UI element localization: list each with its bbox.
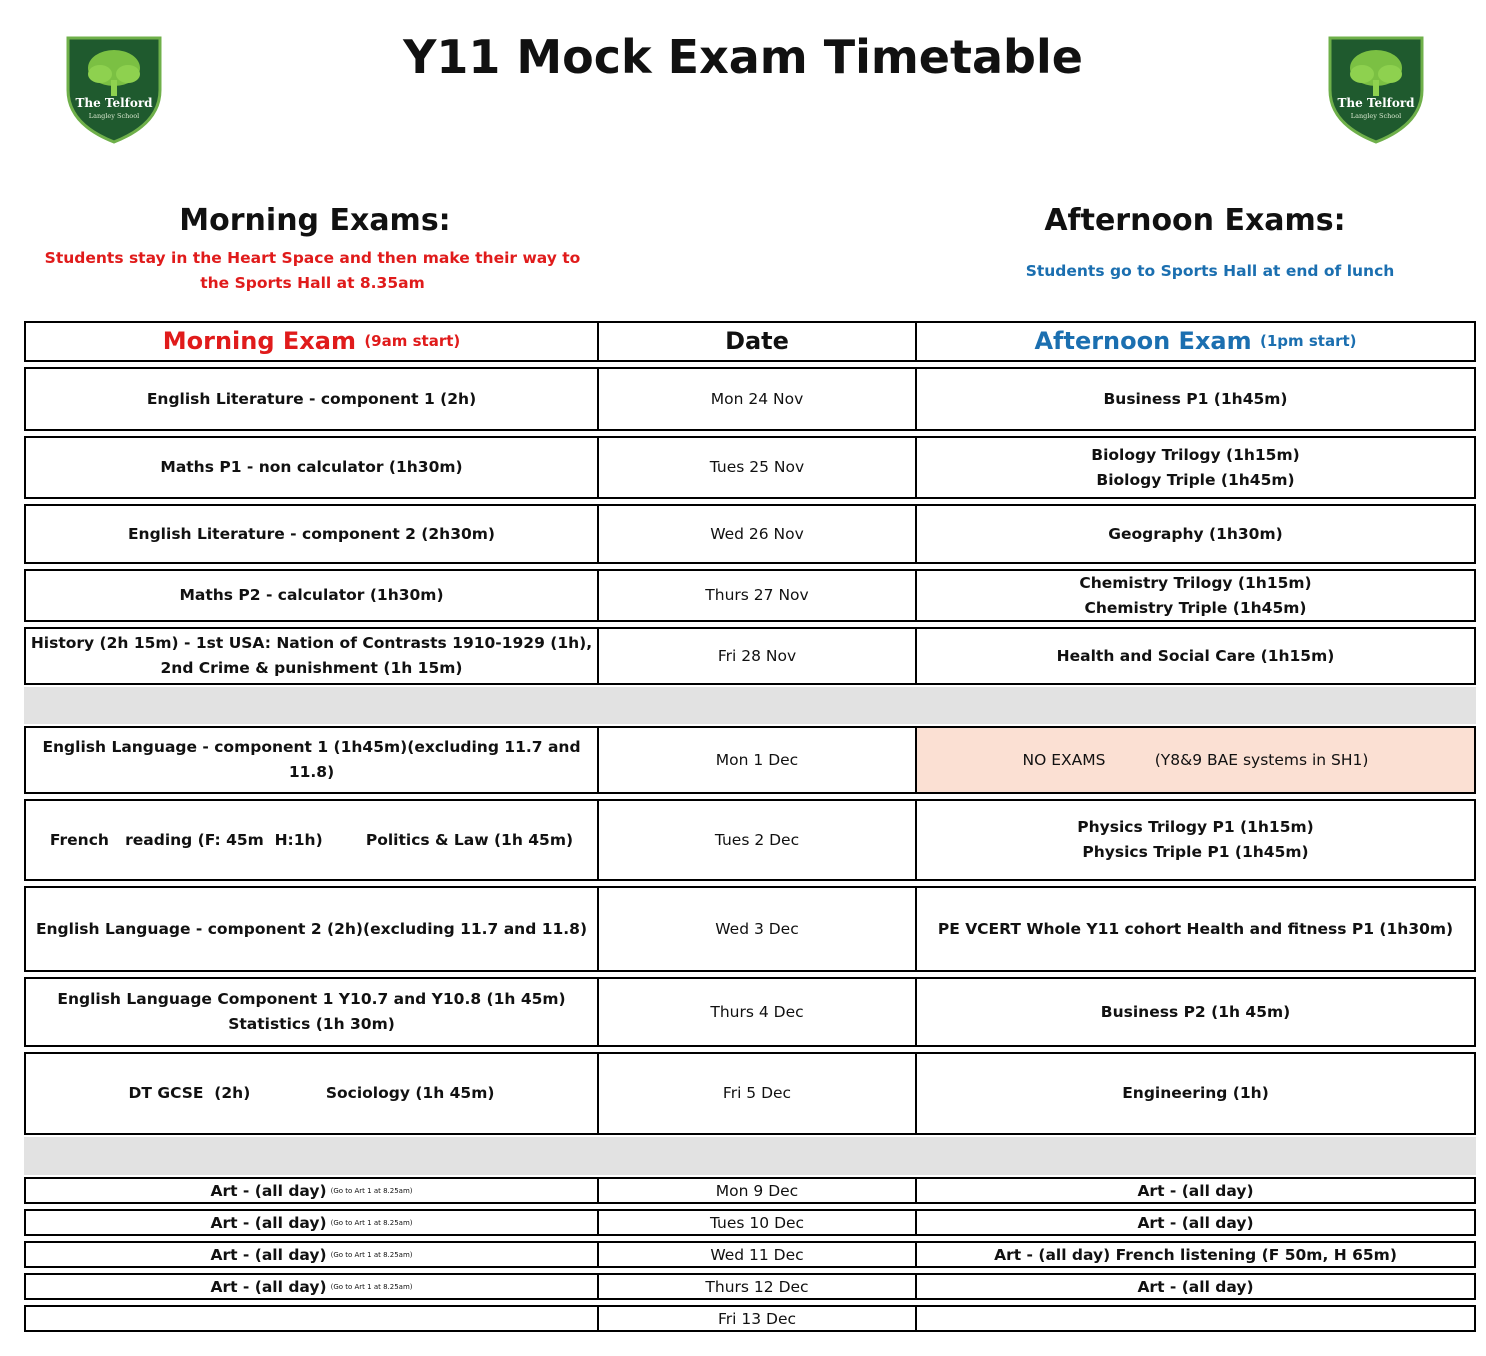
morning-exam-cell: French reading (F: 45m H:1h) Politics & Law (1h 45m): [24, 799, 599, 881]
table-row: [24, 1209, 1476, 1236]
table-row: [24, 569, 1476, 622]
morning-exam-cell: Art - (all day) (Go to Art 1 at 8.25am): [24, 1273, 599, 1300]
afternoon-exam-cell: Chemistry Trilogy (1h15m) Chemistry Triple (1h45m): [917, 569, 1476, 622]
svg-text:Langley School: Langley School: [88, 112, 140, 120]
morning-exam-cell: English Language Component 1 Y10.7 and Y10.8 (1h 45m) Statistics (1h 30m): [24, 977, 599, 1047]
date-cell: Fri 5 Dec: [599, 1052, 917, 1135]
morning-exam-header: Morning Exam (9am start): [24, 321, 599, 362]
table-row: [24, 726, 1476, 794]
morning-exam-cell: English Literature - component 2 (2h30m): [24, 504, 599, 564]
table-row: [24, 1241, 1476, 1268]
week-separator: [24, 687, 1476, 724]
svg-text:Langley School: Langley School: [1350, 112, 1402, 120]
table-row: [24, 799, 1476, 881]
morning-exams-note: Students stay in the Heart Space and then make their way to the Sports Hall at 8.35am: [44, 249, 581, 292]
table-row: [24, 977, 1476, 1047]
date-cell: Thurs 4 Dec: [599, 977, 917, 1047]
afternoon-exam-cell: Art - (all day): [917, 1273, 1476, 1300]
table-row: [24, 504, 1476, 564]
afternoon-exam-cell: Business P1 (1h45m): [917, 367, 1476, 431]
afternoon-exam-cell: Health and Social Care (1h15m): [917, 627, 1476, 685]
morning-exam-cell: [24, 1305, 599, 1332]
morning-exam-cell: Art - (all day) (Go to Art 1 at 8.25am): [24, 1241, 599, 1268]
afternoon-exam-cell: Geography (1h30m): [917, 504, 1476, 564]
afternoon-exam-cell: Business P2 (1h 45m): [917, 977, 1476, 1047]
morning-exams-heading: Morning Exams:: [179, 203, 451, 238]
table-row: [24, 1273, 1476, 1300]
date-cell: Mon 9 Dec: [599, 1177, 917, 1204]
table-header-row: [24, 321, 1476, 362]
school-crest-icon: [1326, 28, 1426, 146]
date-cell: Tues 2 Dec: [599, 799, 917, 881]
morning-exam-cell: Maths P2 - calculator (1h30m): [24, 569, 599, 622]
morning-exam-cell: History (2h 15m) - 1st USA: Nation of Contrasts 1910-1929 (1h), 2nd Crime & punishment (1h 15m): [24, 627, 599, 685]
morning-exam-cell: Maths P1 - non calculator (1h30m): [24, 436, 599, 499]
afternoon-exams-note: Students go to Sports Hall at end of lunch: [1025, 262, 1395, 280]
afternoon-exam-cell: Engineering (1h): [917, 1052, 1476, 1135]
table-row: [24, 436, 1476, 499]
date-cell: Mon 24 Nov: [599, 367, 917, 431]
afternoon-exams-heading: Afternoon Exams:: [1044, 203, 1346, 238]
date-cell: Mon 1 Dec: [599, 726, 917, 794]
svg-text:The Telford: The Telford: [1337, 96, 1415, 110]
date-cell: Wed 3 Dec: [599, 886, 917, 972]
date-cell: Fri 28 Nov: [599, 627, 917, 685]
date-cell: Thurs 27 Nov: [599, 569, 917, 622]
date-cell: Wed 26 Nov: [599, 504, 917, 564]
week-separator: [24, 1137, 1476, 1175]
table-row: [24, 627, 1476, 685]
afternoon-exam-cell: Art - (all day) French listening (F 50m, H 65m): [917, 1241, 1476, 1268]
table-row: [24, 1177, 1476, 1204]
date-cell: Tues 10 Dec: [599, 1209, 917, 1236]
school-logo-right: [1326, 28, 1426, 146]
school-logo-left: [64, 28, 164, 146]
svg-text:The Telford: The Telford: [75, 96, 153, 110]
table-row: [24, 1305, 1476, 1332]
table-row: [24, 1052, 1476, 1135]
morning-exam-cell: Art - (all day) (Go to Art 1 at 8.25am): [24, 1209, 599, 1236]
date-cell: Thurs 12 Dec: [599, 1273, 917, 1300]
table-row: [24, 367, 1476, 431]
date-cell: Wed 11 Dec: [599, 1241, 917, 1268]
morning-exam-cell: English Language - component 1 (1h45m)(excluding 11.7 and 11.8): [24, 726, 599, 794]
afternoon-exam-cell: [917, 1305, 1476, 1332]
afternoon-exam-cell: Art - (all day): [917, 1177, 1476, 1204]
date-cell: Fri 13 Dec: [599, 1305, 917, 1332]
morning-exam-cell: English Language - component 2 (2h)(excluding 11.7 and 11.8): [24, 886, 599, 972]
afternoon-exam-cell: Art - (all day): [917, 1209, 1476, 1236]
afternoon-exam-cell: Biology Trilogy (1h15m) Biology Triple (1h45m): [917, 436, 1476, 499]
afternoon-exam-cell: PE VCERT Whole Y11 cohort Health and fitness P1 (1h30m): [917, 886, 1476, 972]
date-header: Date: [599, 321, 917, 362]
afternoon-exam-header: Afternoon Exam (1pm start): [917, 321, 1476, 362]
morning-exam-cell: English Literature - component 1 (2h): [24, 367, 599, 431]
afternoon-exam-cell: Physics Trilogy P1 (1h15m) Physics Triple P1 (1h45m): [917, 799, 1476, 881]
morning-exam-cell: DT GCSE (2h) Sociology (1h 45m): [24, 1052, 599, 1135]
school-crest-icon: [64, 28, 164, 146]
no-exams-cell: NO EXAMS (Y8&9 BAE systems in SH1): [917, 726, 1476, 794]
page-title: Y11 Mock Exam Timetable: [403, 30, 1083, 84]
table-row: [24, 886, 1476, 972]
date-cell: Tues 25 Nov: [599, 436, 917, 499]
morning-exam-cell: Art - (all day) (Go to Art 1 at 8.25am): [24, 1177, 599, 1204]
